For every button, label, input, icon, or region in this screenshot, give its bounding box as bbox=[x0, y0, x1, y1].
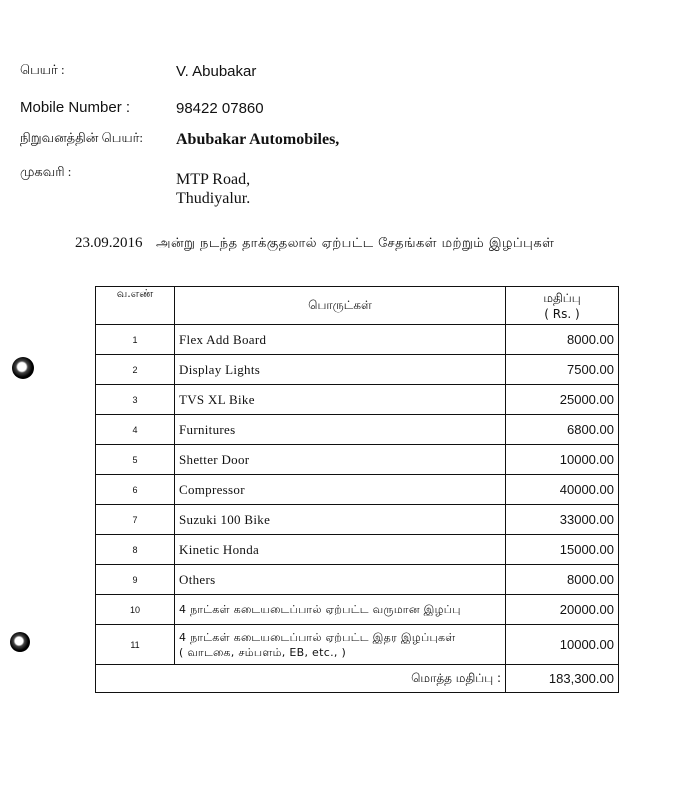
company-row bbox=[20, 130, 660, 156]
address-label: முகவரி : bbox=[20, 164, 72, 179]
row-value: 40000.00 bbox=[506, 475, 619, 505]
document-heading bbox=[75, 235, 635, 252]
table-header-row bbox=[96, 287, 619, 325]
row-item-line2: ( வாடகை, சம்பளம், EB, etc., ) bbox=[179, 645, 347, 659]
row-sno: 4 bbox=[96, 415, 175, 445]
table-row bbox=[96, 445, 619, 475]
mobile-value: 98422 07860 bbox=[176, 100, 264, 117]
row-item: Others bbox=[175, 565, 506, 595]
row-item: Furnitures bbox=[175, 415, 506, 445]
table-row bbox=[96, 325, 619, 355]
row-item bbox=[175, 625, 506, 665]
heading-text: அன்று நடந்த தாக்குதலால் ஏற்பட்ட சேதங்கள் மற்றும் இழப்புகள் bbox=[156, 236, 555, 251]
row-value: 8000.00 bbox=[506, 565, 619, 595]
header-item: பொருட்கள் bbox=[175, 287, 506, 325]
row-sno: 9 bbox=[96, 565, 175, 595]
row-item: Compressor bbox=[175, 475, 506, 505]
name-value: V. Abubakar bbox=[176, 63, 257, 80]
table-row bbox=[96, 385, 619, 415]
row-item: 4 நாட்கள் கடையடைப்பால் ஏற்பட்ட வருமான இழப்பு bbox=[175, 595, 506, 625]
row-item: Shetter Door bbox=[175, 445, 506, 475]
header-value-line1: மதிப்பு bbox=[543, 290, 581, 305]
table-row bbox=[96, 595, 619, 625]
total-row bbox=[96, 665, 619, 693]
header-sno: வ.எண் bbox=[96, 287, 175, 325]
address-line1: MTP Road, bbox=[176, 171, 251, 188]
row-value: 6800.00 bbox=[506, 415, 619, 445]
row-value: 10000.00 bbox=[506, 445, 619, 475]
name-row bbox=[20, 62, 660, 88]
row-value: 33000.00 bbox=[506, 505, 619, 535]
company-value: Abubakar Automobiles, bbox=[176, 131, 340, 148]
row-sno: 8 bbox=[96, 535, 175, 565]
punch-hole-bottom bbox=[10, 632, 30, 652]
table-row bbox=[96, 475, 619, 505]
row-value: 8000.00 bbox=[506, 325, 619, 355]
heading-date: 23.09.2016 bbox=[75, 235, 143, 251]
row-sno: 11 bbox=[96, 625, 175, 665]
table-row bbox=[96, 565, 619, 595]
row-item: Flex Add Board bbox=[175, 325, 506, 355]
row-item: Kinetic Honda bbox=[175, 535, 506, 565]
row-sno: 6 bbox=[96, 475, 175, 505]
row-value: 20000.00 bbox=[506, 595, 619, 625]
table-row bbox=[96, 415, 619, 445]
loss-table bbox=[95, 286, 619, 693]
row-item: Display Lights bbox=[175, 355, 506, 385]
row-sno: 2 bbox=[96, 355, 175, 385]
row-item-line1: 4 நாட்கள் கடையடைப்பால் ஏற்பட்ட இதர இழப்புகள் bbox=[179, 630, 456, 644]
table-row bbox=[96, 505, 619, 535]
row-sno: 10 bbox=[96, 595, 175, 625]
table-row bbox=[96, 355, 619, 385]
header-value bbox=[506, 287, 619, 325]
table-row bbox=[96, 535, 619, 565]
row-item: TVS XL Bike bbox=[175, 385, 506, 415]
total-label: மொத்த மதிப்பு : bbox=[96, 665, 506, 693]
address-line2: Thudiyalur. bbox=[176, 190, 251, 207]
mobile-row bbox=[20, 99, 660, 125]
row-item: Suzuki 100 Bike bbox=[175, 505, 506, 535]
row-value: 25000.00 bbox=[506, 385, 619, 415]
punch-hole-top bbox=[12, 357, 34, 379]
row-value: 15000.00 bbox=[506, 535, 619, 565]
mobile-label: Mobile Number : bbox=[20, 99, 131, 116]
row-sno: 5 bbox=[96, 445, 175, 475]
total-value: 183,300.00 bbox=[506, 665, 619, 693]
address-row bbox=[20, 164, 660, 208]
name-label: பெயர் : bbox=[20, 62, 65, 77]
row-sno: 1 bbox=[96, 325, 175, 355]
row-sno: 7 bbox=[96, 505, 175, 535]
header-value-line2: ( Rs. ) bbox=[544, 306, 580, 321]
row-sno: 3 bbox=[96, 385, 175, 415]
row-value: 7500.00 bbox=[506, 355, 619, 385]
company-label: நிறுவனத்தின் பெயர்: bbox=[20, 130, 143, 145]
row-value: 10000.00 bbox=[506, 625, 619, 665]
table-row bbox=[96, 625, 619, 665]
